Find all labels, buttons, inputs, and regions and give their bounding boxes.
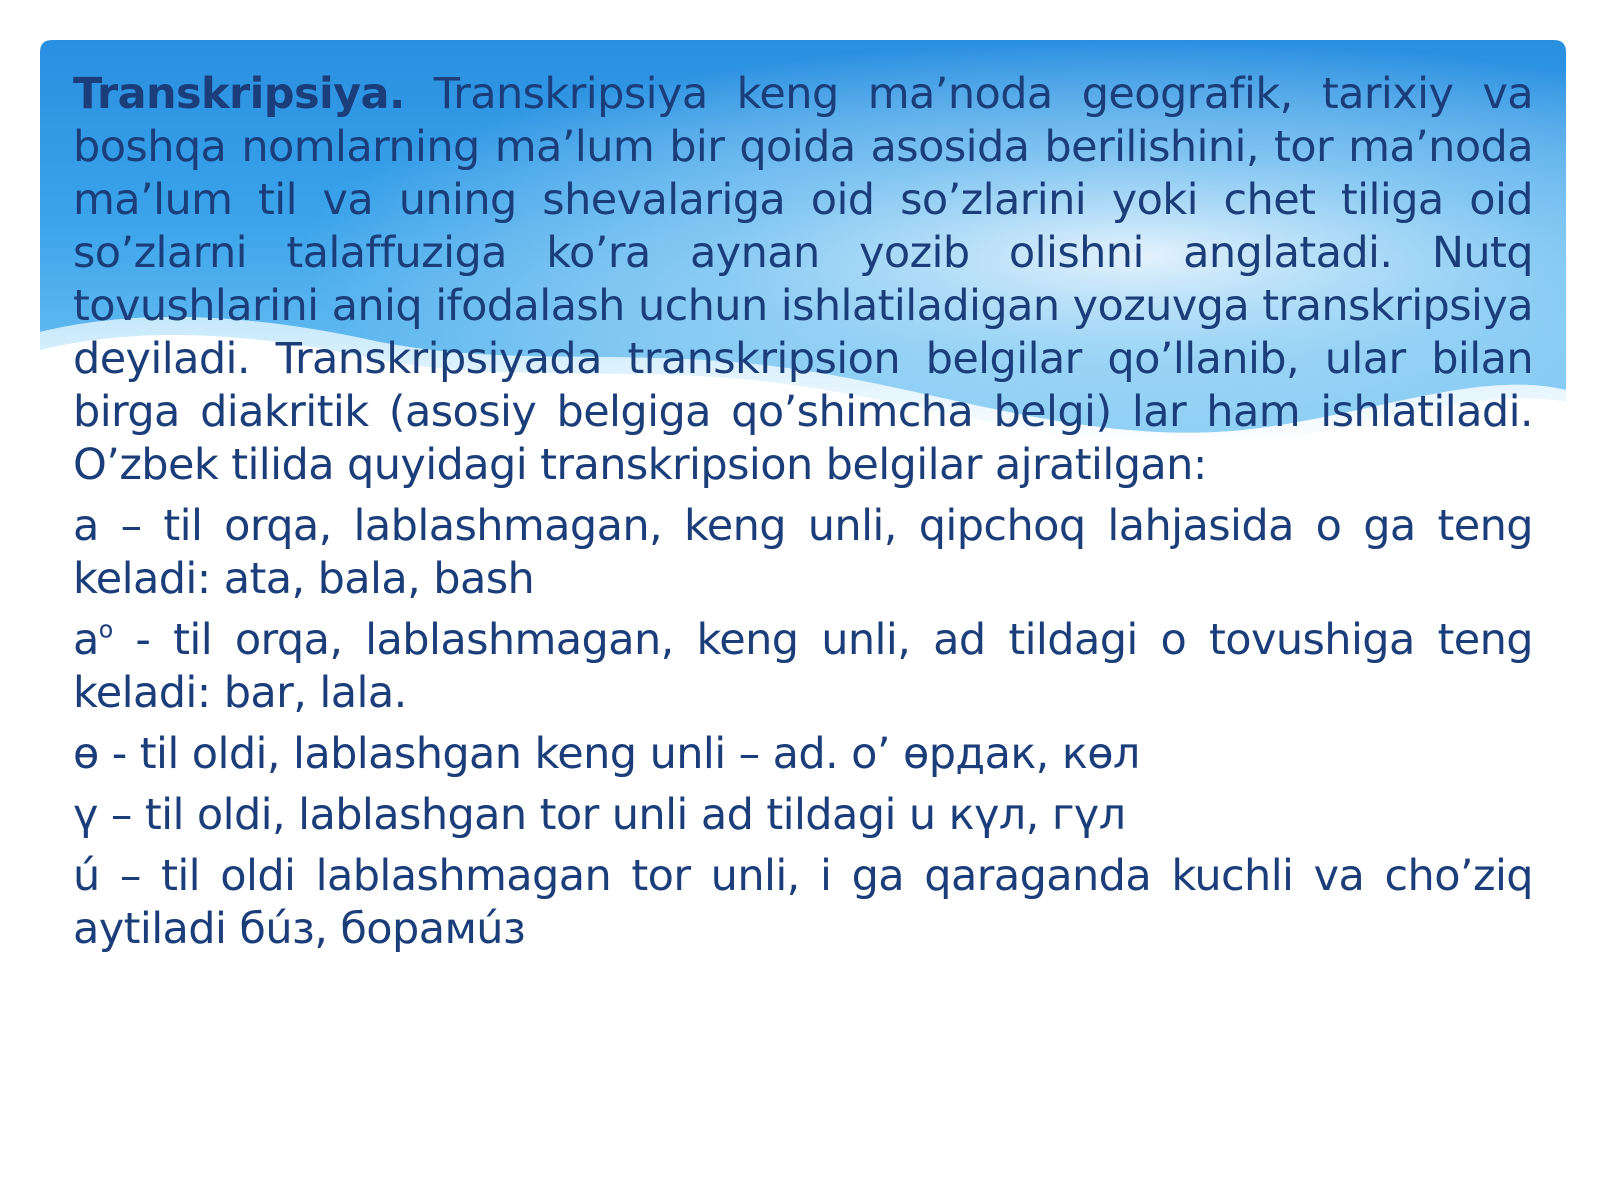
entry-u-acute [73, 850, 1533, 956]
entry-a [73, 500, 1533, 606]
entry-u-straight-text: ү – til oldi, lablashgan tor unli ad tildagi u күл, гүл [73, 790, 1126, 840]
entry-a-o-superscript: o [98, 615, 113, 644]
entry-o-barred [73, 728, 1533, 781]
entry-a-o [73, 614, 1533, 720]
entry-a-o-base: a [73, 615, 99, 665]
intro-paragraph [73, 68, 1533, 492]
entry-u-straight [73, 789, 1533, 842]
entry-u-acute-text: ú – til oldi lablashmagan tor unli, i ga qaraganda kuchli va cho’ziq aytiladi бúз, борамúз [73, 851, 1533, 954]
entry-a-o-text: - til orqa, lablashmagan, keng unli, ad tildagi o tovushiga teng keladi: bar, lala. [73, 615, 1533, 718]
entry-a-text: a – til orqa, lablashmagan, keng unli, qipchoq lahjasida o ga teng keladi: ata, bala, bash [73, 501, 1533, 604]
entry-o-barred-text: ө - til oldi, lablashgan keng unli – ad. o’ өрдак, көл [73, 729, 1140, 779]
intro-lead: Transkripsiya. [73, 69, 405, 119]
intro-body: Transkripsiya keng ma’noda geografik, tarixiy va boshqa nomlarning ma’lum bir qoida asosida berilishini, tor ma’noda ma’lum til va uning shevalariga oid so’zlarini yoki chet tiliga oid so’zlarni talaffuziga ko’ra aynan yozib olishni anglatadi. Nutq tovushlarini aniq ifodalash uchun ishlatiladigan yozuvga transkripsiya deyiladi. Transkripsiyada transkripsion belgilar qo’llanib, ular bilan birga diakritik (asosiy belgiga qo’shimcha belgi) lar ham ishlatiladi. O’zbek tilida quyidagi transkripsion belgilar ajratilgan: [73, 69, 1533, 490]
slide-body [73, 68, 1533, 956]
